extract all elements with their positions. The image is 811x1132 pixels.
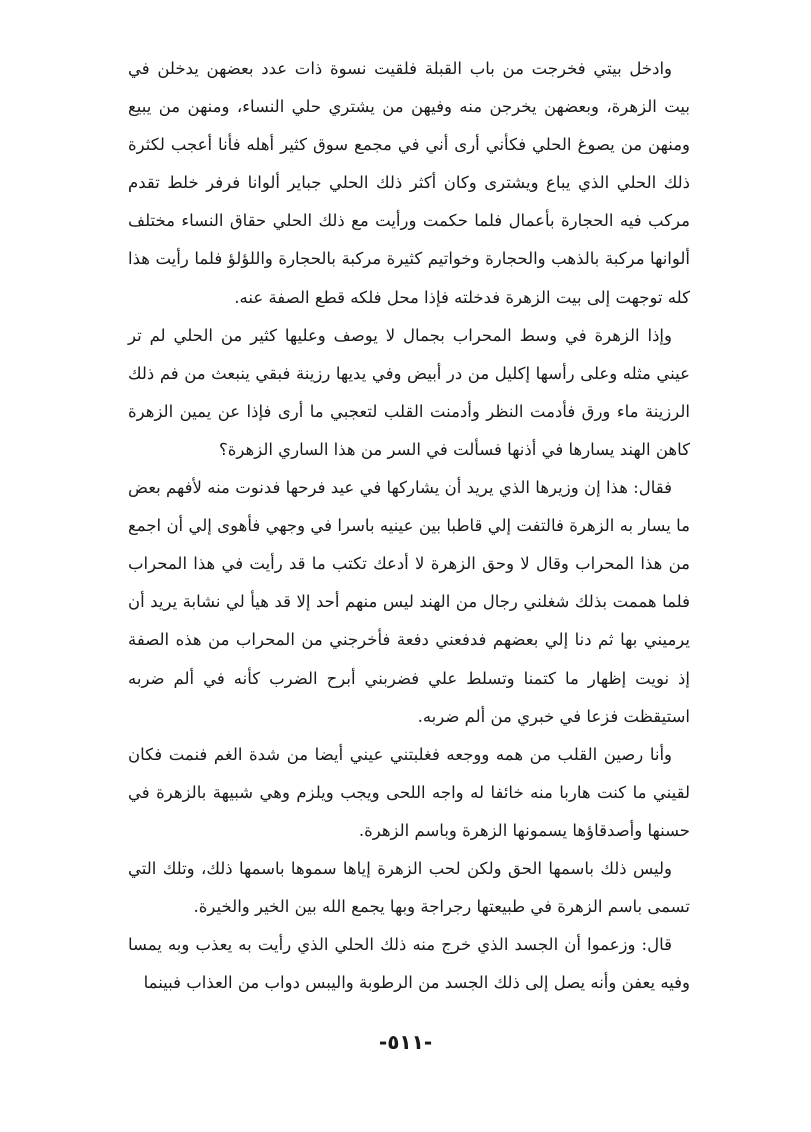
paragraph-6: قال: وزعموا أن الجسد الذي خرج منه ذلك الحلي الذي رأيت به يعذب وبه يمسا وفيه يعفن وأنه يصل إلى ذلك الجسد من الرطوبة واليبس دواب من العذاب فبينما <box>128 935 690 993</box>
paragraph-5: وليس ذلك باسمها الحق ولكن لحب الزهرة إياها سموها باسمها ذلك، وتلك التي تسمى باسم الزهرة في طبيعتها رجراجة وبها يجمع الله بين الخير والخيرة. <box>128 858 690 917</box>
paragraph-1: وادخل بيتي فخرجت من باب القبلة فلقيت نسوة ذات عدد بعضهن يدخلن في بيت الزهرة، وبعضهن يخرجن منه وفيهن من يشتري حلي النساء، ومنهن من يبيع ومنهن من يصوغ الحلي فكأني أرى أني في مجمع سوق كثير أهله فأنا أعجب لكثرة ذلك الحلي الذي يباع ويشترى وكان أكثر ذلك الحلي جباير ألوانا فرفر خلط تقدم مركب فيه الحجارة بأعمال فلما حكمت ورأيت مع ذلك الحلي حقاق النساء مختلف ألوانها مركبة بالذهب والحجارة وخواتيم كثيرة مركبة بالحجارة واللؤلؤ فلما رأيت هذا كله توجهت إلى بيت الزهرة فدخلته فإذا محل فلكه قطع الصفة عنه. <box>128 59 690 307</box>
paragraph-3: فقال: هذا إن وزيرها الذي يريد أن يشاركها في عيد فرحها فدنوت منه لأفهم بعض ما يسار به الزهرة فالتفت إلي قاطبا بين عينيه باسرا في وجهي فأهوى إلي أن اجمع من هذا المحراب وقال لا وحق الزهرة لا أدعك تكتب ما قد رأيت في هذا المحراب فلما هممت بذلك شغلني رجال من الهند ليس منهم أحد إلا قد هيأ لي نشابة يريد أن يرميني بها ثم دنا إلي بعضهم فدفعني دفعة فأخرجني من المحراب من هذه الصفة إذ نويت إظهار ما كتمنا وتسلط علي فضربني أبرح الضرب كأنه في ألم ضربه استيقظت فزعا في خبري من ألم ضربه. <box>128 478 690 726</box>
paragraph-2: وإذا الزهرة في وسط المحراب بجمال لا يوصف وعليها كثير من الحلي لم تر عيني مثله وعلى رأسها إكليل من در أبيض وفي يديها رزينة فبقي ينبعث من فم ذلك الرزينة ماء ورق فأدمت النظر وأدمنت القلب لتعجبي ما أرى فإذا عن يمين الزهرة كاهن الهند يسارها في أذنها فسألت في السر من هذا الساري الزهرة؟ <box>128 325 690 459</box>
paragraph-4: وأنا رصين القلب من همه ووجعه فغلبتني عيني أيضا من شدة الغم فنمت فكان لقيني ما كنت هاربا منه خائفا له واجه اللحى ويجب ويلزم وهي شبيهة بالزهرة في حسنها وأصدقاؤها يسمونها الزهرة وباسم الزهرة. <box>128 744 690 840</box>
document-body <box>128 50 690 1002</box>
page-number: -٥١١- <box>378 1030 433 1054</box>
